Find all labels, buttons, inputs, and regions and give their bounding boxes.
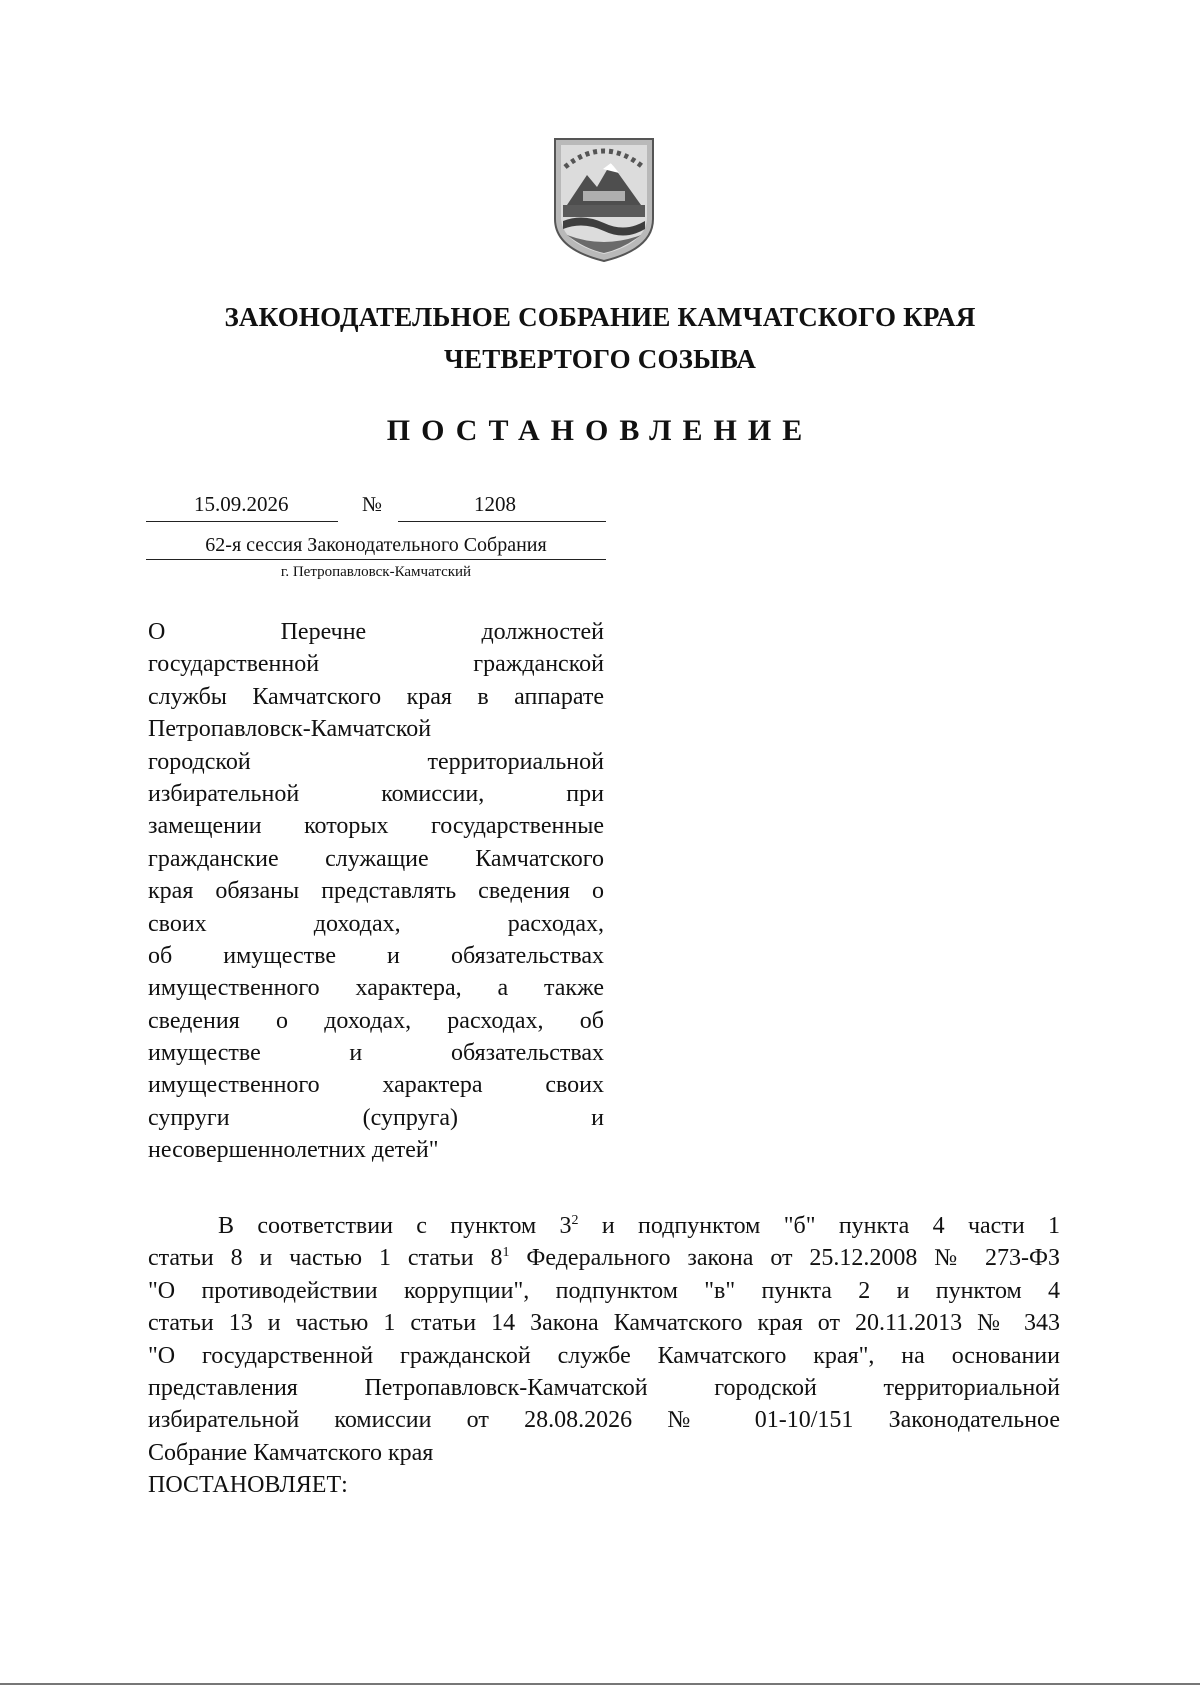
preamble-line: "О государственной гражданской службе Камчатского края", на основании: [148, 1342, 1060, 1369]
page-bottom-rule: [0, 1683, 1200, 1685]
title-line: О Перечне должностей: [148, 619, 604, 645]
title-line: избирательной комиссии, при: [148, 780, 604, 807]
preamble-text: Федерального закона от 25.12.2008 № 273-ФЗ: [509, 1245, 1060, 1272]
title-line: имуществе и обязательствах: [148, 1040, 604, 1067]
title-line: несовершеннолетних детей": [148, 1137, 439, 1164]
document-type-title: ПОСТАНОВЛЕНИЕ: [386, 414, 814, 447]
preamble-line: [148, 1242, 1060, 1274]
title-line: гражданские служащие Камчатского: [148, 845, 604, 872]
title-line: Петропавловск-Камчатской: [148, 716, 432, 743]
kamchatka-coat-of-arms-icon: [553, 137, 655, 263]
title-line: об имуществе и обязательствах: [148, 942, 604, 969]
preamble-line: избирательной комиссии от 28.08.2026 № 01-10/151 Законодательное: [148, 1407, 1060, 1434]
preamble: [148, 1210, 1060, 1502]
session-info: 62-я сессия Законодательного Собрания: [146, 534, 606, 560]
preamble-text: и подпунктом "б" пункта 4 части 1: [578, 1213, 1061, 1239]
title-line: сведения о доходах, расходах, об: [148, 1007, 604, 1034]
title-line: замещении которых государственные: [148, 813, 604, 840]
title-line: государственной гражданской: [148, 651, 604, 678]
date-underline: [146, 521, 338, 522]
resolves-heading: ПОСТАНОВЛЯЕТ:: [148, 1472, 348, 1499]
preamble-line: статьи 13 и частью 1 статьи 14 Закона Камчатского края от 20.11.2013 № 343: [148, 1310, 1060, 1337]
title-line: имущественного характера своих: [148, 1072, 604, 1099]
title-line: имущественного характера, а также: [148, 975, 604, 1002]
title-line: своих доходах, расходах,: [148, 910, 604, 937]
title-line: городской территориальной: [148, 748, 604, 775]
convocation: ЧЕТВЕРТОГО СОЗЫВА: [443, 344, 757, 374]
preamble-text: В соответствии с пунктом 3: [218, 1213, 572, 1239]
city-name: г. Петропавловск-Камчатский: [280, 564, 472, 580]
resolution-title: [148, 616, 604, 1167]
document-number: 1208: [474, 492, 516, 516]
title-line: супруги (супруга) и: [148, 1104, 604, 1131]
number-underline: [398, 521, 606, 522]
preamble-line: "О противодействии коррупции", подпунктом "в" пункта 2 и пунктом 4: [148, 1277, 1060, 1304]
registration-line: [146, 492, 606, 522]
title-line: службы Камчатского края в аппарате: [148, 683, 604, 710]
preamble-line: представления Петропавловск-Камчатской городской территориальной: [148, 1374, 1060, 1401]
preamble-text: статьи 8 и частью 1 статьи 8: [148, 1245, 503, 1272]
preamble-line: [148, 1210, 1060, 1242]
organization-name: ЗАКОНОДАТЕЛЬНОЕ СОБРАНИЕ КАМЧАТСКОГО КРАЯ: [224, 302, 976, 332]
title-line: края обязаны представлять сведения о: [148, 878, 604, 905]
document-date: 15.09.2026: [194, 492, 289, 516]
superscript: 1: [502, 1245, 510, 1261]
superscript: 2: [571, 1213, 579, 1228]
preamble-line: Собрание Камчатского края: [148, 1439, 434, 1466]
number-sign: №: [362, 492, 383, 516]
